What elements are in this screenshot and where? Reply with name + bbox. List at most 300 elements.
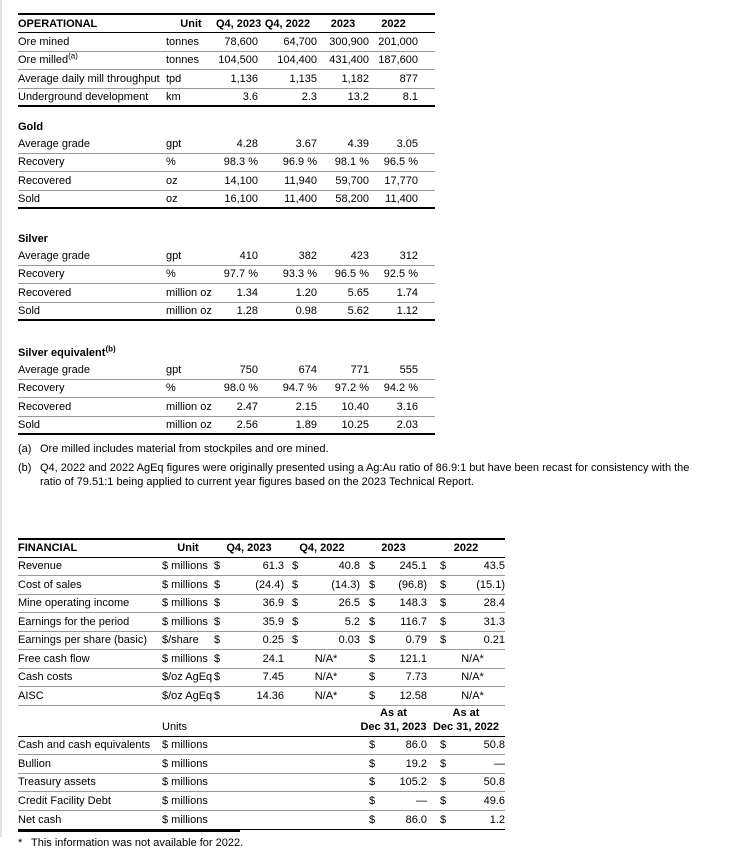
row-label: Sold bbox=[18, 303, 164, 319]
value: N/A* bbox=[461, 688, 484, 704]
unit-cell: million oz bbox=[164, 399, 216, 415]
value-cell: 423 bbox=[317, 248, 369, 264]
unit-cell: $ millions bbox=[160, 756, 214, 772]
value: 0.03 bbox=[339, 632, 360, 648]
operational-table bbox=[18, 13, 435, 107]
metal-section bbox=[18, 346, 435, 435]
value-cell bbox=[427, 651, 505, 667]
value-cell: 431,400 bbox=[317, 52, 369, 68]
financial-table bbox=[18, 538, 505, 850]
currency-symbol: $ bbox=[214, 577, 220, 593]
row-label: Cost of sales bbox=[18, 577, 160, 593]
value: (15.1) bbox=[476, 577, 505, 593]
value-cell bbox=[284, 688, 360, 704]
value: 36.9 bbox=[263, 595, 284, 611]
value-cell: 674 bbox=[258, 362, 317, 378]
unit-cell: oz bbox=[164, 191, 216, 207]
value: (24.4) bbox=[255, 577, 284, 593]
unit-cell: km bbox=[164, 89, 216, 105]
row-label: Ore mined bbox=[18, 34, 164, 50]
currency-symbol: $ bbox=[440, 756, 446, 772]
table-row bbox=[18, 135, 435, 154]
value-cell: 98.3 % bbox=[216, 154, 258, 170]
value-cell: 1,136 bbox=[216, 71, 258, 87]
footnote bbox=[18, 442, 718, 457]
value: 50.8 bbox=[484, 774, 505, 790]
unit-cell: $ millions bbox=[160, 651, 214, 667]
currency-symbol: $ bbox=[440, 737, 446, 753]
unit-cell: % bbox=[164, 154, 216, 170]
currency-symbol: $ bbox=[369, 688, 375, 704]
col-header-2022: 2022 bbox=[369, 18, 418, 30]
currency-symbol: $ bbox=[369, 737, 375, 753]
section-title: Silver bbox=[18, 232, 435, 247]
value-cell bbox=[360, 632, 427, 648]
table-row bbox=[18, 576, 505, 595]
col-header-q4-2023: Q4, 2023 bbox=[216, 18, 258, 30]
as-at-label-2022: As at bbox=[427, 706, 505, 720]
metal-section bbox=[18, 232, 435, 321]
value-cell: 2.03 bbox=[369, 417, 418, 433]
section-rows bbox=[18, 135, 435, 209]
row-label: Revenue bbox=[18, 558, 160, 574]
value: 7.73 bbox=[406, 669, 427, 685]
value-cell: 58,200 bbox=[317, 191, 369, 207]
currency-symbol: $ bbox=[292, 577, 298, 593]
section-rows bbox=[18, 247, 435, 321]
currency-symbol: $ bbox=[214, 632, 220, 648]
value-cell: 78,600 bbox=[216, 34, 258, 50]
as-at-label-2023: As at bbox=[360, 706, 427, 720]
value: 24.1 bbox=[263, 651, 284, 667]
unit-cell: tonnes bbox=[164, 52, 216, 68]
value-cell bbox=[284, 632, 360, 648]
currency-symbol: $ bbox=[369, 558, 375, 574]
value: (96.8) bbox=[398, 577, 427, 593]
currency-symbol: $ bbox=[440, 632, 446, 648]
currency-symbol: $ bbox=[440, 793, 446, 809]
value-cell: 2.15 bbox=[258, 399, 317, 415]
table-row bbox=[18, 172, 435, 191]
value-cell: 4.28 bbox=[216, 136, 258, 152]
currency-symbol: $ bbox=[214, 595, 220, 611]
footnote-ref: (a) bbox=[68, 52, 78, 61]
row-label: Bullion bbox=[18, 756, 160, 772]
value: 26.5 bbox=[339, 595, 360, 611]
operational-footnotes bbox=[18, 442, 718, 490]
col-header-unit: Unit bbox=[160, 542, 214, 554]
value-cell: 17,770 bbox=[369, 173, 418, 189]
currency-symbol: $ bbox=[369, 614, 375, 630]
value: 1.2 bbox=[490, 812, 505, 828]
value-cell bbox=[360, 774, 427, 790]
value-cell bbox=[360, 688, 427, 704]
unit-cell: $ millions bbox=[160, 577, 214, 593]
unit-cell: $/oz AgEq bbox=[160, 688, 214, 704]
value-cell: 93.3 % bbox=[258, 266, 317, 282]
financial-title: FINANCIAL bbox=[18, 542, 160, 554]
currency-symbol: $ bbox=[440, 577, 446, 593]
row-label: Sold bbox=[18, 191, 164, 207]
table-row bbox=[18, 266, 435, 285]
currency-symbol: $ bbox=[214, 651, 220, 667]
unit-cell: $/share bbox=[160, 632, 214, 648]
value-cell: 5.62 bbox=[317, 303, 369, 319]
value: 19.2 bbox=[406, 756, 427, 772]
table-row bbox=[18, 774, 505, 793]
table-row bbox=[18, 792, 505, 811]
row-label: Ore milled$^{(a)}$ bbox=[18, 52, 164, 68]
value-cell: 11,940 bbox=[258, 173, 317, 189]
value-cell bbox=[427, 774, 505, 790]
date-header-2022: Dec 31, 2022 bbox=[427, 720, 505, 735]
currency-symbol: $ bbox=[369, 595, 375, 611]
currency-symbol: $ bbox=[369, 812, 375, 828]
currency-symbol: $ bbox=[440, 595, 446, 611]
value-cell: 64,700 bbox=[258, 34, 317, 50]
row-label: Recovery bbox=[18, 266, 164, 282]
value-cell: 11,400 bbox=[258, 191, 317, 207]
value-cell: 3.67 bbox=[258, 136, 317, 152]
value-cell: 14,100 bbox=[216, 173, 258, 189]
table-row bbox=[18, 632, 505, 651]
unit-cell: million oz bbox=[164, 285, 216, 301]
col-header-q4-2022: Q4, 2022 bbox=[258, 18, 317, 30]
currency-symbol: $ bbox=[292, 632, 298, 648]
value-cell: 750 bbox=[216, 362, 258, 378]
value-cell: 2.47 bbox=[216, 399, 258, 415]
value-cell: 5.65 bbox=[317, 285, 369, 301]
table-row bbox=[18, 613, 505, 632]
row-label: Recovery bbox=[18, 380, 164, 396]
value-cell: 1.34 bbox=[216, 285, 258, 301]
financial-footnote bbox=[18, 836, 505, 850]
value-cell: 1,135 bbox=[258, 71, 317, 87]
value-cell bbox=[360, 756, 427, 772]
footnote bbox=[18, 461, 718, 490]
value-cell: 2.56 bbox=[216, 417, 258, 433]
value-cell bbox=[284, 651, 360, 667]
footnote-text: Ore milled includes material from stockpiles and ore mined. bbox=[40, 442, 712, 457]
table-row bbox=[18, 284, 435, 303]
as-at-line1 bbox=[18, 706, 505, 720]
currency-symbol: $ bbox=[369, 669, 375, 685]
value: 0.25 bbox=[263, 632, 284, 648]
currency-symbol: $ bbox=[292, 614, 298, 630]
value-cell: 98.1 % bbox=[317, 154, 369, 170]
unit-cell: % bbox=[164, 380, 216, 396]
currency-symbol: $ bbox=[369, 632, 375, 648]
value: 40.8 bbox=[339, 558, 360, 574]
unit-cell: $ millions bbox=[160, 774, 214, 790]
value-cell: 92.5 % bbox=[369, 266, 418, 282]
unit-cell: $ millions bbox=[160, 558, 214, 574]
value-cell: 96.5 % bbox=[317, 266, 369, 282]
row-label: Average grade bbox=[18, 248, 164, 264]
financial-header-row bbox=[18, 538, 505, 558]
value-cell bbox=[284, 614, 360, 630]
value-cell: 382 bbox=[258, 248, 317, 264]
value: — bbox=[494, 756, 505, 772]
currency-symbol: $ bbox=[369, 577, 375, 593]
col-header-q4-2022: Q4, 2022 bbox=[284, 542, 360, 554]
unit-cell: $/oz AgEq bbox=[160, 669, 214, 685]
value-cell: 16,100 bbox=[216, 191, 258, 207]
footnote-marker: (b) bbox=[18, 461, 40, 490]
value-cell bbox=[427, 756, 505, 772]
value-cell: 877 bbox=[369, 71, 418, 87]
value-cell: 13.2 bbox=[317, 89, 369, 105]
value-cell bbox=[427, 558, 505, 574]
value-cell bbox=[427, 632, 505, 648]
value-cell: 1,182 bbox=[317, 71, 369, 87]
value-cell bbox=[214, 614, 284, 630]
section-title: Silver equivalent$^{(b)}$ bbox=[18, 346, 435, 361]
operational-header-row bbox=[18, 13, 435, 33]
row-label: Earnings per share (basic) bbox=[18, 632, 160, 648]
unit-cell: gpt bbox=[164, 362, 216, 378]
col-header-q4-2023: Q4, 2023 bbox=[214, 542, 284, 554]
value-cell bbox=[360, 614, 427, 630]
row-label: Net cash bbox=[18, 812, 160, 828]
value: N/A* bbox=[461, 651, 484, 667]
currency-symbol: $ bbox=[292, 558, 298, 574]
value-cell bbox=[360, 737, 427, 753]
section-rows bbox=[18, 361, 435, 435]
value-cell: 187,600 bbox=[369, 52, 418, 68]
col-header-2022: 2022 bbox=[427, 542, 505, 554]
row-label: Sold bbox=[18, 417, 164, 433]
value-cell bbox=[214, 595, 284, 611]
unit-cell: % bbox=[164, 266, 216, 282]
currency-symbol: $ bbox=[369, 793, 375, 809]
row-label: Cash costs bbox=[18, 669, 160, 685]
value-cell bbox=[360, 812, 427, 828]
table-row bbox=[18, 303, 435, 322]
operational-rows bbox=[18, 33, 435, 107]
metal-sections bbox=[18, 120, 731, 435]
value-cell bbox=[214, 688, 284, 704]
value: 50.8 bbox=[484, 737, 505, 753]
footnote-marker: (a) bbox=[18, 442, 40, 457]
unit-cell: $ millions bbox=[160, 793, 214, 809]
unit-cell: $ millions bbox=[160, 737, 214, 753]
thick-border-segment bbox=[18, 829, 240, 832]
value: 105.2 bbox=[399, 774, 427, 790]
value: 86.0 bbox=[406, 737, 427, 753]
currency-symbol: $ bbox=[214, 669, 220, 685]
unit-cell: gpt bbox=[164, 136, 216, 152]
value-cell bbox=[360, 595, 427, 611]
table-row bbox=[18, 669, 505, 688]
row-label: Credit Facility Debt bbox=[18, 793, 160, 809]
date-header-2023: Dec 31, 2023 bbox=[360, 720, 427, 735]
col-header-2023: 2023 bbox=[317, 18, 369, 30]
value: 12.58 bbox=[399, 688, 427, 704]
value-cell: 2.3 bbox=[258, 89, 317, 105]
table-row bbox=[18, 380, 435, 399]
value-cell: 0.98 bbox=[258, 303, 317, 319]
section-title: Gold bbox=[18, 120, 435, 135]
value-cell: 3.05 bbox=[369, 136, 418, 152]
value-cell: 312 bbox=[369, 248, 418, 264]
currency-symbol: $ bbox=[369, 756, 375, 772]
currency-symbol: $ bbox=[440, 614, 446, 630]
row-label: AISC bbox=[18, 688, 160, 704]
value-cell bbox=[284, 595, 360, 611]
units-label: Units bbox=[160, 720, 214, 735]
footnote-ref: (b) bbox=[105, 344, 115, 353]
value-cell bbox=[360, 577, 427, 593]
currency-symbol: $ bbox=[440, 774, 446, 790]
value-cell bbox=[427, 793, 505, 809]
table-row bbox=[18, 687, 505, 706]
row-label: Average daily mill throughput bbox=[18, 71, 164, 87]
metal-section bbox=[18, 120, 435, 209]
value-cell: 11,400 bbox=[369, 191, 418, 207]
value-cell bbox=[427, 577, 505, 593]
value-cell: 300,900 bbox=[317, 34, 369, 50]
value-cell bbox=[360, 558, 427, 574]
value-cell: 771 bbox=[317, 362, 369, 378]
row-label: Underground development bbox=[18, 89, 164, 105]
value: 35.9 bbox=[263, 614, 284, 630]
row-label: Treasury assets bbox=[18, 774, 160, 790]
value-cell bbox=[284, 558, 360, 574]
value: 0.21 bbox=[484, 632, 505, 648]
table-row bbox=[18, 247, 435, 266]
value-cell: 201,000 bbox=[369, 34, 418, 50]
row-label: Recovered bbox=[18, 285, 164, 301]
value-cell: 97.2 % bbox=[317, 380, 369, 396]
value-cell bbox=[284, 577, 360, 593]
unit-cell: gpt bbox=[164, 248, 216, 264]
value: 5.2 bbox=[345, 614, 360, 630]
value-cell: 97.7 % bbox=[216, 266, 258, 282]
table-row bbox=[18, 361, 435, 380]
value-cell: 104,500 bbox=[216, 52, 258, 68]
footnote-text: This information was not available for 2022. bbox=[31, 836, 505, 850]
value-cell bbox=[427, 812, 505, 828]
currency-symbol: $ bbox=[214, 558, 220, 574]
value: 14.36 bbox=[256, 688, 284, 704]
value: N/A* bbox=[461, 669, 484, 685]
value: 31.3 bbox=[484, 614, 505, 630]
value-cell: 410 bbox=[216, 248, 258, 264]
value-cell bbox=[284, 669, 360, 685]
value-cell bbox=[214, 651, 284, 667]
value-cell bbox=[360, 651, 427, 667]
currency-symbol: $ bbox=[369, 651, 375, 667]
value-cell: 3.6 bbox=[216, 89, 258, 105]
value: 0.79 bbox=[406, 632, 427, 648]
value-cell: 98.0 % bbox=[216, 380, 258, 396]
currency-symbol: $ bbox=[214, 688, 220, 704]
value: 28.4 bbox=[484, 595, 505, 611]
row-label: Earnings for the period bbox=[18, 614, 160, 630]
currency-symbol: $ bbox=[440, 558, 446, 574]
unit-cell: $ millions bbox=[160, 812, 214, 828]
value-cell: 555 bbox=[369, 362, 418, 378]
value-cell: 96.9 % bbox=[258, 154, 317, 170]
value-cell: 94.7 % bbox=[258, 380, 317, 396]
as-at-header bbox=[18, 706, 505, 737]
value-cell: 1.20 bbox=[258, 285, 317, 301]
table-row bbox=[18, 70, 435, 89]
value: — bbox=[416, 793, 427, 809]
col-header-2023: 2023 bbox=[360, 542, 427, 554]
table-row bbox=[18, 33, 435, 52]
row-label: Cash and cash equivalents bbox=[18, 737, 160, 753]
value-cell: 10.40 bbox=[317, 399, 369, 415]
row-label: Mine operating income bbox=[18, 595, 160, 611]
table-row bbox=[18, 417, 435, 436]
value: 43.5 bbox=[484, 558, 505, 574]
unit-cell: tpd bbox=[164, 71, 216, 87]
value-cell bbox=[214, 669, 284, 685]
value: (14.3) bbox=[331, 577, 360, 593]
value-cell bbox=[214, 558, 284, 574]
value-cell: 1.28 bbox=[216, 303, 258, 319]
footnote-marker: * bbox=[18, 836, 31, 850]
currency-symbol: $ bbox=[440, 812, 446, 828]
value-cell bbox=[214, 577, 284, 593]
row-label: Recovered bbox=[18, 399, 164, 415]
table-row bbox=[18, 398, 435, 417]
value-cell: 10.25 bbox=[317, 417, 369, 433]
table-row bbox=[18, 191, 435, 210]
value: N/A* bbox=[315, 669, 338, 685]
value-cell bbox=[427, 669, 505, 685]
unit-cell: $ millions bbox=[160, 595, 214, 611]
row-label: Recovered bbox=[18, 173, 164, 189]
unit-cell: $ millions bbox=[160, 614, 214, 630]
operational-title: OPERATIONAL bbox=[18, 18, 164, 30]
value: 49.6 bbox=[484, 793, 505, 809]
table-row bbox=[18, 755, 505, 774]
value-cell bbox=[427, 614, 505, 630]
value: 121.1 bbox=[399, 651, 427, 667]
table-row bbox=[18, 558, 505, 577]
table-row bbox=[18, 811, 505, 830]
value-cell: 3.16 bbox=[369, 399, 418, 415]
currency-symbol: $ bbox=[369, 774, 375, 790]
financial-rows bbox=[18, 558, 505, 706]
value-cell: 8.1 bbox=[369, 89, 418, 105]
value: 86.0 bbox=[406, 812, 427, 828]
table-row bbox=[18, 89, 435, 108]
value-cell: 1.74 bbox=[369, 285, 418, 301]
table-row bbox=[18, 595, 505, 614]
row-label: Average grade bbox=[18, 136, 164, 152]
value-cell: 1.12 bbox=[369, 303, 418, 319]
value-cell: 1.89 bbox=[258, 417, 317, 433]
footnote-text: Q4, 2022 and 2022 AgEq figures were originally presented using a Ag:Au ratio of 86.9:1 but have been recast for consistency with the ratio of 79.51:1 being applied to current year figures based on the 2023 Technical Report. bbox=[40, 461, 712, 490]
table-row bbox=[18, 154, 435, 173]
row-label: Recovery bbox=[18, 154, 164, 170]
value: 61.3 bbox=[263, 558, 284, 574]
currency-symbol: $ bbox=[292, 595, 298, 611]
balance-rows bbox=[18, 737, 505, 830]
value: N/A* bbox=[315, 688, 338, 704]
value-cell bbox=[427, 595, 505, 611]
table-row bbox=[18, 737, 505, 756]
currency-symbol: $ bbox=[214, 614, 220, 630]
value-cell bbox=[427, 688, 505, 704]
value: 7.45 bbox=[263, 669, 284, 685]
value-cell bbox=[427, 737, 505, 753]
value: 116.7 bbox=[400, 614, 427, 630]
